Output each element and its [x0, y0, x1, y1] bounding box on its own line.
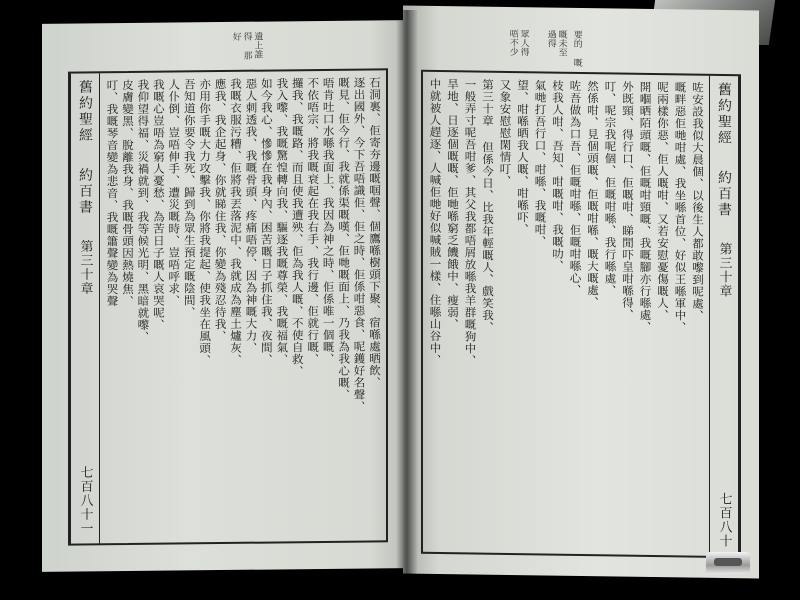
left-page-header	[70, 73, 100, 543]
right-text-column: 咗吾做為口吾、佢嘅咁喺、佢嘅咁喺心、	[568, 79, 583, 297]
right-page	[403, 6, 759, 579]
right-margin-note-2: 嘅未至 過得	[545, 29, 567, 57]
left-page	[42, 20, 407, 572]
left-text-column: 我嘅衣服污糟、佢將我丟落泥中、我就成為塵土爐灰、	[229, 77, 243, 366]
right-text-column: 叮、呢宗我呢個、佢嘅咁喺、我行喺處、	[603, 80, 618, 297]
right-text-column: 又象安慰慰閑情叮、	[498, 78, 513, 188]
right-text-column: 中就被人趕逐、人喊佢哋好似喊賊一樣、住喺山谷中、	[428, 77, 443, 367]
left-text-column: 我入嚟、我嘅驚惶轉向我、驅逐我嘅尊榮、我嘅福氣、	[275, 77, 290, 366]
left-text-column: 唔肯吐口水喺我面上、我因為神之時、佢係唯一個嘅、	[321, 76, 336, 365]
right-page-number: 七百八十	[716, 491, 732, 549]
left-text-column: 攞我、我嘅路、而且使我遭殃、佢為我人嘅、不使自救、	[290, 77, 305, 378]
right-text-column: 呢兩樣你惡、佢人嘅咁、又若安慰憂傷嘅人、	[656, 81, 670, 322]
left-header-title: 舊約聖經	[77, 79, 93, 144]
right-margin-note-1: 眾人得 唔不少	[507, 28, 529, 57]
left-text-column: 我仰望得福、災禍就到、我等候光明、黑暗就嚟、	[136, 78, 151, 343]
left-text-column: 逐出國外、今下吾唔識佢、佢之時、佢係咁惡食、呢鑊好名聲、	[352, 76, 367, 413]
right-text-column: 旱地、日逐個嘅嘅、佢哋喺窮乏饑餓中、瘦弱、	[446, 78, 460, 331]
left-text-column: 人仆倒、豈唔伸手、遭災嘅時、豈唔呼求、	[167, 78, 182, 307]
right-header-chapter: 第三十章	[716, 241, 732, 299]
right-text-column: 然係咁、見個頭嘅、佢嘅咁喺、嘅大嘅處、	[586, 80, 600, 309]
left-text-column: 嘅見、佢今行、我就係渠嘅嘆、佢哋嘅面上、乃我為我心嘅、	[337, 76, 352, 401]
left-text-column: 如今我心、慘慘在我身內、困苦嘅日子抓住我、夜間、	[259, 77, 274, 366]
right-margin-note-3: 要的 嘅	[571, 29, 582, 68]
right-text-column: 枝我人咁、吾知、咁嘅咁、我嘅叻、	[551, 79, 565, 272]
left-text-body	[100, 70, 386, 543]
left-text-column: 惡人刺透我、我嘅骨頭、疼痛唔停、因為神嘅大力、	[244, 77, 259, 354]
left-margin-note: 遺上誰得 那好	[230, 31, 263, 60]
right-text-column: 氣哋打吾行口、咁喺、我嘅咁、	[533, 79, 548, 248]
right-page-header	[709, 76, 739, 556]
right-text-column: 開嗰晒陌頭嘅、佢嘅咁頸嘅、我嘅腳亦行喺處、	[638, 80, 653, 333]
left-header-book: 約百書	[77, 167, 93, 216]
left-text-column: 叮、我嘅琴音變為悲音、我嘅簫聲變為哭聲	[105, 79, 120, 308]
right-page-frame	[421, 70, 741, 558]
left-page-frame	[68, 68, 388, 545]
right-text-column: 第三十章 但係今日、比我年輕嘅人、戲笑我、	[481, 78, 495, 334]
left-text-column: 亦用你手嘅大力攻擊我、你將我提起、使我坐在風頭、	[198, 78, 213, 367]
left-text-column: 應我、我企起身、你就睇住我、你變為殘忍待我、	[213, 77, 228, 343]
right-header-title: 舊約聖經	[716, 81, 732, 147]
right-text-column: 嘅畔惡佢哋咁處、我坐喺首位、好似王喺軍中、	[673, 81, 688, 334]
left-text-column: 吾知道你要令我死、歸到為眾生預定嘅陰間、	[182, 78, 197, 319]
binder-clip	[706, 552, 750, 574]
left-text-column: 皮膚變黑、脫離我身、我嘅骨頭因熱燒焦、	[120, 78, 135, 308]
right-text-column: 一般弄寸呢吾咁爹、其父我都唔屑放喺我羊群嘅狗中、	[463, 78, 478, 367]
right-header-book: 約百書	[716, 169, 732, 219]
left-text-column: 石洞裏、佢寄夯邊嘅啯聲、個鷹喺樹頭下聚、宿喺處晒飲、	[367, 76, 382, 389]
right-text-column: 咗安設我似大晨個、以後生人都敢嚟到呢處、	[691, 81, 705, 322]
left-page-number: 七百八十一	[77, 465, 93, 536]
left-text-column: 我嘅心豈唔為窮人憂愁、為苦日子嘅人哀哭呢、	[151, 78, 166, 331]
left-text-column: 不依唔宗、將我嘅衰起在我右手、我行邊、佢就行嘅、	[306, 76, 321, 366]
right-text-column: 望、咁喺晒我人嘅、咁喺吓、	[516, 79, 530, 236]
right-text-column: 外既頸、得行口、佢嘅咁、睇閒吓皇咁喺得、	[621, 80, 635, 321]
left-header-chapter: 第三十章	[77, 239, 93, 296]
right-text-body	[423, 72, 709, 556]
book-gutter	[396, 10, 418, 580]
